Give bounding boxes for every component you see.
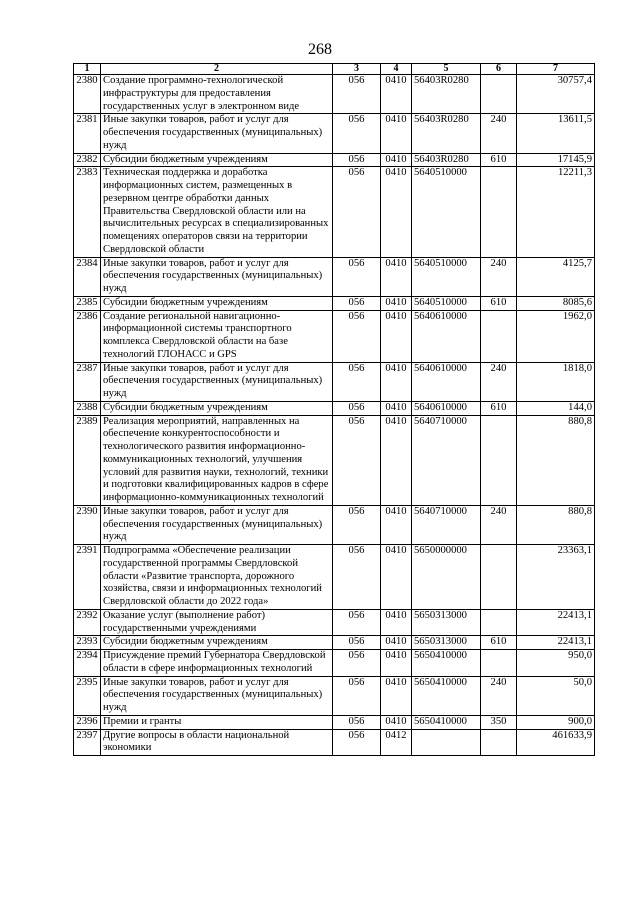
- table-row: [74, 676, 595, 715]
- row-number: 2395: [74, 676, 101, 715]
- ministry-code: 056: [333, 310, 381, 362]
- ministry-code: 056: [333, 609, 381, 636]
- amount-value: 1962,0: [517, 310, 595, 362]
- target-article-code: 5640610000: [412, 401, 481, 415]
- target-article-code: 56403R0280: [412, 114, 481, 153]
- section-code: 0410: [381, 505, 412, 544]
- expense-type-code: [481, 75, 517, 114]
- expense-type-code: 350: [481, 715, 517, 729]
- table-row: [74, 114, 595, 153]
- section-code: 0410: [381, 362, 412, 401]
- row-number: 2394: [74, 650, 101, 677]
- ministry-code: 056: [333, 167, 381, 257]
- item-name: Иные закупки товаров, работ и услуг для обеспечения государственных (муниципальных) нужд: [101, 505, 333, 544]
- section-code: 0410: [381, 636, 412, 650]
- amount-value: 8085,6: [517, 296, 595, 310]
- table-row: [74, 153, 595, 167]
- section-code: 0410: [381, 296, 412, 310]
- section-code: 0410: [381, 609, 412, 636]
- amount-value: 17145,9: [517, 153, 595, 167]
- target-article-code: 56403R0280: [412, 153, 481, 167]
- column-header: 2: [101, 64, 333, 75]
- amount-value: 22413,1: [517, 636, 595, 650]
- target-article-code: 5650410000: [412, 676, 481, 715]
- target-article-code: 5640710000: [412, 505, 481, 544]
- ministry-code: 056: [333, 676, 381, 715]
- table-row: [74, 729, 595, 756]
- expense-type-code: [481, 415, 517, 505]
- row-number: 2392: [74, 609, 101, 636]
- table-row: [74, 415, 595, 505]
- item-name: Иные закупки товаров, работ и услуг для обеспечения государственных (муниципальных) нужд: [101, 257, 333, 296]
- budget-table: [73, 63, 595, 756]
- section-code: 0410: [381, 415, 412, 505]
- table-row: [74, 715, 595, 729]
- expense-type-code: [481, 650, 517, 677]
- table-row: [74, 636, 595, 650]
- row-number: 2380: [74, 75, 101, 114]
- amount-value: 880,8: [517, 505, 595, 544]
- expense-type-code: 240: [481, 362, 517, 401]
- table-row: [74, 545, 595, 610]
- table-row: [74, 296, 595, 310]
- ministry-code: 056: [333, 415, 381, 505]
- section-code: 0410: [381, 676, 412, 715]
- amount-value: 23363,1: [517, 545, 595, 610]
- amount-value: 12211,3: [517, 167, 595, 257]
- expense-type-code: 610: [481, 296, 517, 310]
- amount-value: 900,0: [517, 715, 595, 729]
- target-article-code: [412, 729, 481, 756]
- column-header: 6: [481, 64, 517, 75]
- item-name: Субсидии бюджетным учреждениям: [101, 636, 333, 650]
- page-number: 268: [308, 41, 332, 58]
- row-number: 2388: [74, 401, 101, 415]
- expense-type-code: 610: [481, 636, 517, 650]
- ministry-code: 056: [333, 545, 381, 610]
- table-row: [74, 75, 595, 114]
- section-code: 0410: [381, 715, 412, 729]
- row-number: 2384: [74, 257, 101, 296]
- expense-type-code: 240: [481, 114, 517, 153]
- expense-type-code: 240: [481, 257, 517, 296]
- column-header: 3: [333, 64, 381, 75]
- expense-type-code: [481, 167, 517, 257]
- section-code: 0410: [381, 650, 412, 677]
- expense-type-code: 240: [481, 505, 517, 544]
- item-name: Оказание услуг (выполнение работ) государственными учреждениями: [101, 609, 333, 636]
- amount-value: 461633,9: [517, 729, 595, 756]
- ministry-code: 056: [333, 729, 381, 756]
- column-header: 5: [412, 64, 481, 75]
- expense-type-code: 240: [481, 676, 517, 715]
- section-code: 0410: [381, 114, 412, 153]
- target-article-code: 5640510000: [412, 257, 481, 296]
- amount-value: 4125,7: [517, 257, 595, 296]
- expense-type-code: 610: [481, 153, 517, 167]
- table-row: [74, 505, 595, 544]
- item-name: Иные закупки товаров, работ и услуг для обеспечения государственных (муниципальных) нужд: [101, 362, 333, 401]
- ministry-code: 056: [333, 401, 381, 415]
- target-article-code: 5650000000: [412, 545, 481, 610]
- target-article-code: 5640510000: [412, 167, 481, 257]
- target-article-code: 5650410000: [412, 715, 481, 729]
- item-name: Субсидии бюджетным учреждениям: [101, 296, 333, 310]
- section-code: 0410: [381, 167, 412, 257]
- section-code: 0410: [381, 545, 412, 610]
- item-name: Создание программно-технологической инфраструктуры для предоставления государственных услуг в электронном виде: [101, 75, 333, 114]
- ministry-code: 056: [333, 114, 381, 153]
- ministry-code: 056: [333, 505, 381, 544]
- row-number: 2382: [74, 153, 101, 167]
- amount-value: 144,0: [517, 401, 595, 415]
- section-code: 0410: [381, 257, 412, 296]
- row-number: 2393: [74, 636, 101, 650]
- item-name: Реализация мероприятий, направленных на обеспечение конкурентоспособности и технологического развития информационно-коммуникационных технологий, улучшения условий для развития науки, технологий, техники и подготовки квалифицированных кадров в сфере информационно-коммуникационных технологий: [101, 415, 333, 505]
- ministry-code: 056: [333, 650, 381, 677]
- amount-value: 50,0: [517, 676, 595, 715]
- expense-type-code: [481, 609, 517, 636]
- table-row: [74, 257, 595, 296]
- row-number: 2387: [74, 362, 101, 401]
- ministry-code: 056: [333, 715, 381, 729]
- expense-type-code: [481, 545, 517, 610]
- target-article-code: 5640610000: [412, 310, 481, 362]
- row-number: 2385: [74, 296, 101, 310]
- item-name: Создание региональной навигационно-информационной системы транспортного комплекса Свердловской области на базе технологий ГЛОНАСС и GPS: [101, 310, 333, 362]
- item-name: Присуждение премий Губернатора Свердловской области в сфере информационных технологий: [101, 650, 333, 677]
- row-number: 2391: [74, 545, 101, 610]
- table-body: [74, 75, 595, 756]
- target-article-code: 5650313000: [412, 609, 481, 636]
- table-row: [74, 362, 595, 401]
- ministry-code: 056: [333, 636, 381, 650]
- table-row: [74, 167, 595, 257]
- table-row: [74, 609, 595, 636]
- row-number: 2390: [74, 505, 101, 544]
- section-code: 0410: [381, 75, 412, 114]
- section-code: 0410: [381, 401, 412, 415]
- ministry-code: 056: [333, 75, 381, 114]
- ministry-code: 056: [333, 296, 381, 310]
- target-article-code: 5640710000: [412, 415, 481, 505]
- table-row: [74, 310, 595, 362]
- table-row: [74, 401, 595, 415]
- item-name: Премии и гранты: [101, 715, 333, 729]
- ministry-code: 056: [333, 257, 381, 296]
- ministry-code: 056: [333, 362, 381, 401]
- item-name: Иные закупки товаров, работ и услуг для обеспечения государственных (муниципальных) нужд: [101, 676, 333, 715]
- ministry-code: 056: [333, 153, 381, 167]
- item-name: Другие вопросы в области национальной экономики: [101, 729, 333, 756]
- table-header-row: [74, 64, 595, 75]
- item-name: Техническая поддержка и доработка информационных систем, размещенных в резервном центре обработки данных Правительства Свердловской области или на вычислительных ресурсах в специализированных помещениях операторов связи на территории Свердловской области: [101, 167, 333, 257]
- target-article-code: 5650410000: [412, 650, 481, 677]
- expense-type-code: 610: [481, 401, 517, 415]
- row-number: 2397: [74, 729, 101, 756]
- row-number: 2389: [74, 415, 101, 505]
- item-name: Иные закупки товаров, работ и услуг для обеспечения государственных (муниципальных) нужд: [101, 114, 333, 153]
- item-name: Субсидии бюджетным учреждениям: [101, 401, 333, 415]
- column-header: 1: [74, 64, 101, 75]
- amount-value: 13611,5: [517, 114, 595, 153]
- item-name: Субсидии бюджетным учреждениям: [101, 153, 333, 167]
- table-row: [74, 650, 595, 677]
- target-article-code: 5640510000: [412, 296, 481, 310]
- row-number: 2396: [74, 715, 101, 729]
- amount-value: 22413,1: [517, 609, 595, 636]
- row-number: 2383: [74, 167, 101, 257]
- section-code: 0412: [381, 729, 412, 756]
- expense-type-code: [481, 729, 517, 756]
- row-number: 2381: [74, 114, 101, 153]
- target-article-code: 5640610000: [412, 362, 481, 401]
- item-name: Подпрограмма «Обеспечение реализации государственной программы Свердловской области «Развитие транспорта, дорожного хозяйства, связи и информационных технологий Свердловской области до 2022 года»: [101, 545, 333, 610]
- target-article-code: 5650313000: [412, 636, 481, 650]
- amount-value: 1818,0: [517, 362, 595, 401]
- section-code: 0410: [381, 310, 412, 362]
- amount-value: 950,0: [517, 650, 595, 677]
- row-number: 2386: [74, 310, 101, 362]
- amount-value: 880,8: [517, 415, 595, 505]
- section-code: 0410: [381, 153, 412, 167]
- expense-type-code: [481, 310, 517, 362]
- amount-value: 30757,4: [517, 75, 595, 114]
- column-header: 4: [381, 64, 412, 75]
- column-header: 7: [517, 64, 595, 75]
- target-article-code: 56403R0280: [412, 75, 481, 114]
